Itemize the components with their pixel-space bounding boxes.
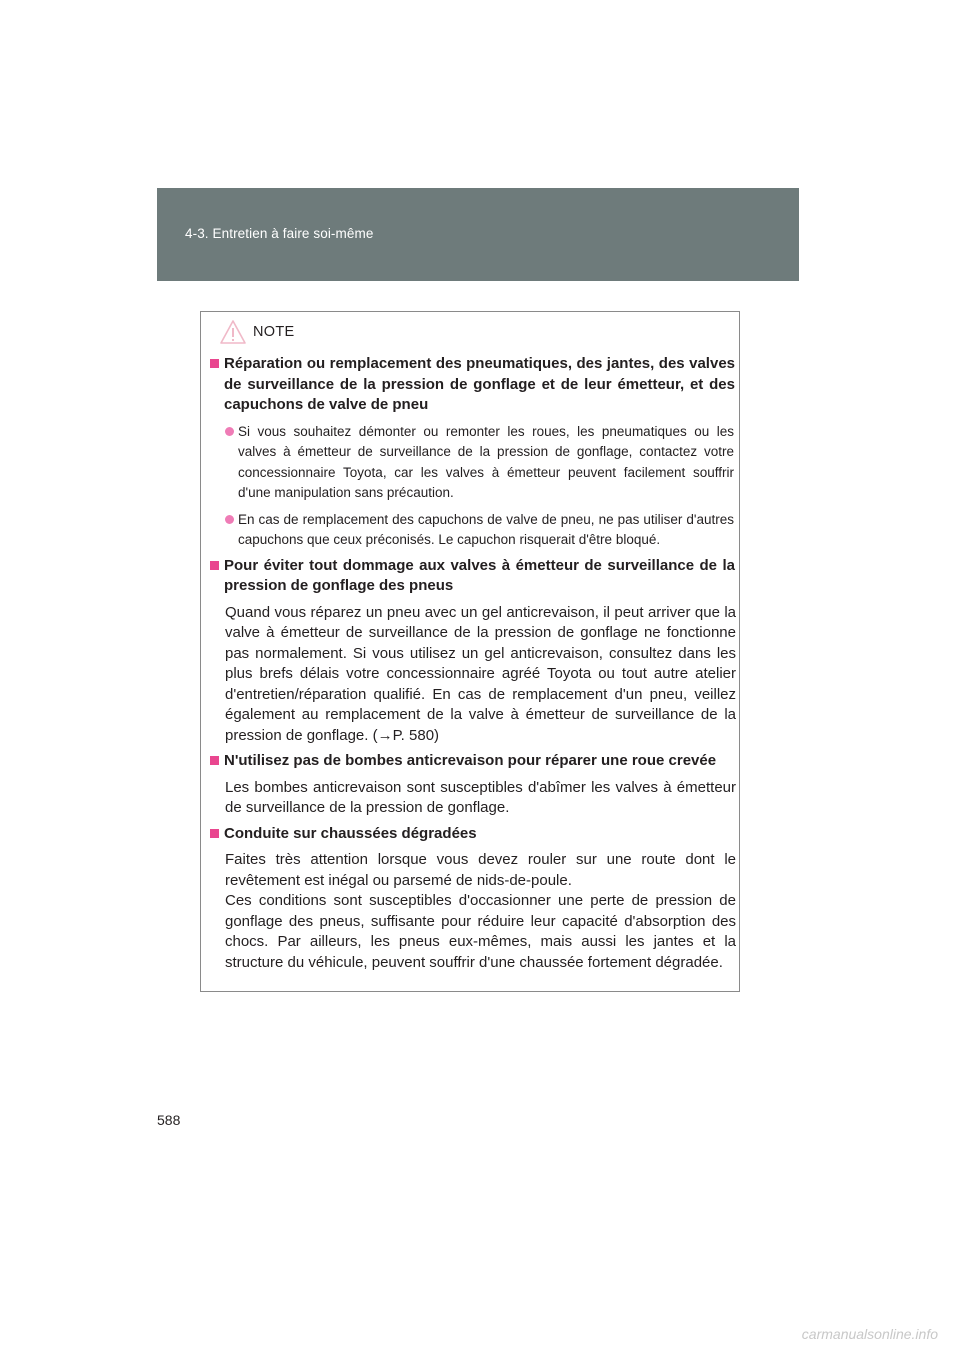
list-item (225, 510, 735, 551)
round-bullet-icon (225, 515, 234, 524)
list-item-text: Si vous souhaitez démonter ou remonter les roues, les pneumatiques ou les valves à émetteur de surveillance de la pression de gonflage, contactez votre concessionnaire Toyota, car les valves à émetteur peuvent facilement souffrir d'une manipulation sans précaution. (238, 423, 734, 500)
warning-triangle-icon (219, 319, 247, 345)
section-heading (210, 354, 735, 416)
list-item-text: En cas de remplacement des capuchons de valve de pneu, ne pas utiliser d'autres capuchons que ceux préconisés. Le capuchon risquerait d'être bloqué. (238, 511, 734, 547)
square-bullet-icon (210, 829, 219, 838)
section-heading-text: Réparation ou remplacement des pneumatiques, des jantes, des valves de surveillance de la pression de gonflage et de leur émetteur, et des capuchons de valve de pneu (224, 355, 735, 413)
section-heading (210, 824, 735, 845)
section-heading-text: Pour éviter tout dommage aux valves à émetteur de surveillance de la pression de gonflage des pneus (224, 556, 735, 594)
note-section-repair (210, 354, 735, 551)
round-bullet-icon (225, 427, 234, 436)
section-title: 4-3. Entretien à faire soi-même (185, 226, 374, 241)
note-body (210, 354, 735, 978)
section-heading-text: N'utilisez pas de bombes anticrevaison pour réparer une roue crevée (224, 752, 717, 769)
page-number: 588 (157, 1112, 181, 1128)
section-heading (210, 556, 735, 597)
square-bullet-icon (210, 359, 219, 368)
section-heading-text: Conduite sur chaussées dégradées (224, 824, 477, 842)
note-section-valve-damage (210, 556, 735, 747)
section-paragraph: Les bombes anticrevaison sont susceptibles d'abîmer les valves à émetteur de surveillance de la pression de gonflage. (225, 778, 736, 816)
note-box (200, 311, 740, 992)
note-section-rough-roads (210, 824, 735, 974)
square-bullet-icon (210, 561, 219, 570)
section-paragraph: Quand vous réparez un pneu avec un gel anticrevaison, il peut arriver que la valve à émetteur de surveillance de la pression de gonflage ne fonctionne pas normalement. Si vous utilisez un gel anticrevaison, consultez dans les plus brefs délais votre concessionnaire agréé Toyota ou tout autre atelier d'entretien/réparation qualifié. En cas de remplacement d'un pneu, veillez également au remplacement de la valve à émetteur de surveillance de la pression de gonflage. (→P. 580) (225, 603, 736, 744)
watermark: carmanualsonline.info (801, 1326, 938, 1342)
note-header (219, 317, 294, 347)
section-paragraph: Ces conditions sont susceptibles d'occasionner une perte de pression de gonflage des pneus, suffisante pour réduire leur capacité d'absorption des chocs. Par ailleurs, les pneus eux-mêmes, mais aussi les jantes et la structure du véhicule, peuvent souffrir d'une chaussée fortement dégradée. (225, 892, 736, 971)
square-bullet-icon (210, 756, 219, 765)
list-item (225, 422, 735, 504)
section-paragraph: Faites très attention lorsque vous devez rouler sur une route dont le revêtement est inégal ou parsemé de nids-de-poule. (225, 851, 736, 889)
note-section-sealant-spray (210, 751, 735, 819)
section-header-band (157, 188, 799, 281)
note-label: NOTE (253, 324, 295, 340)
section-heading (210, 751, 735, 772)
